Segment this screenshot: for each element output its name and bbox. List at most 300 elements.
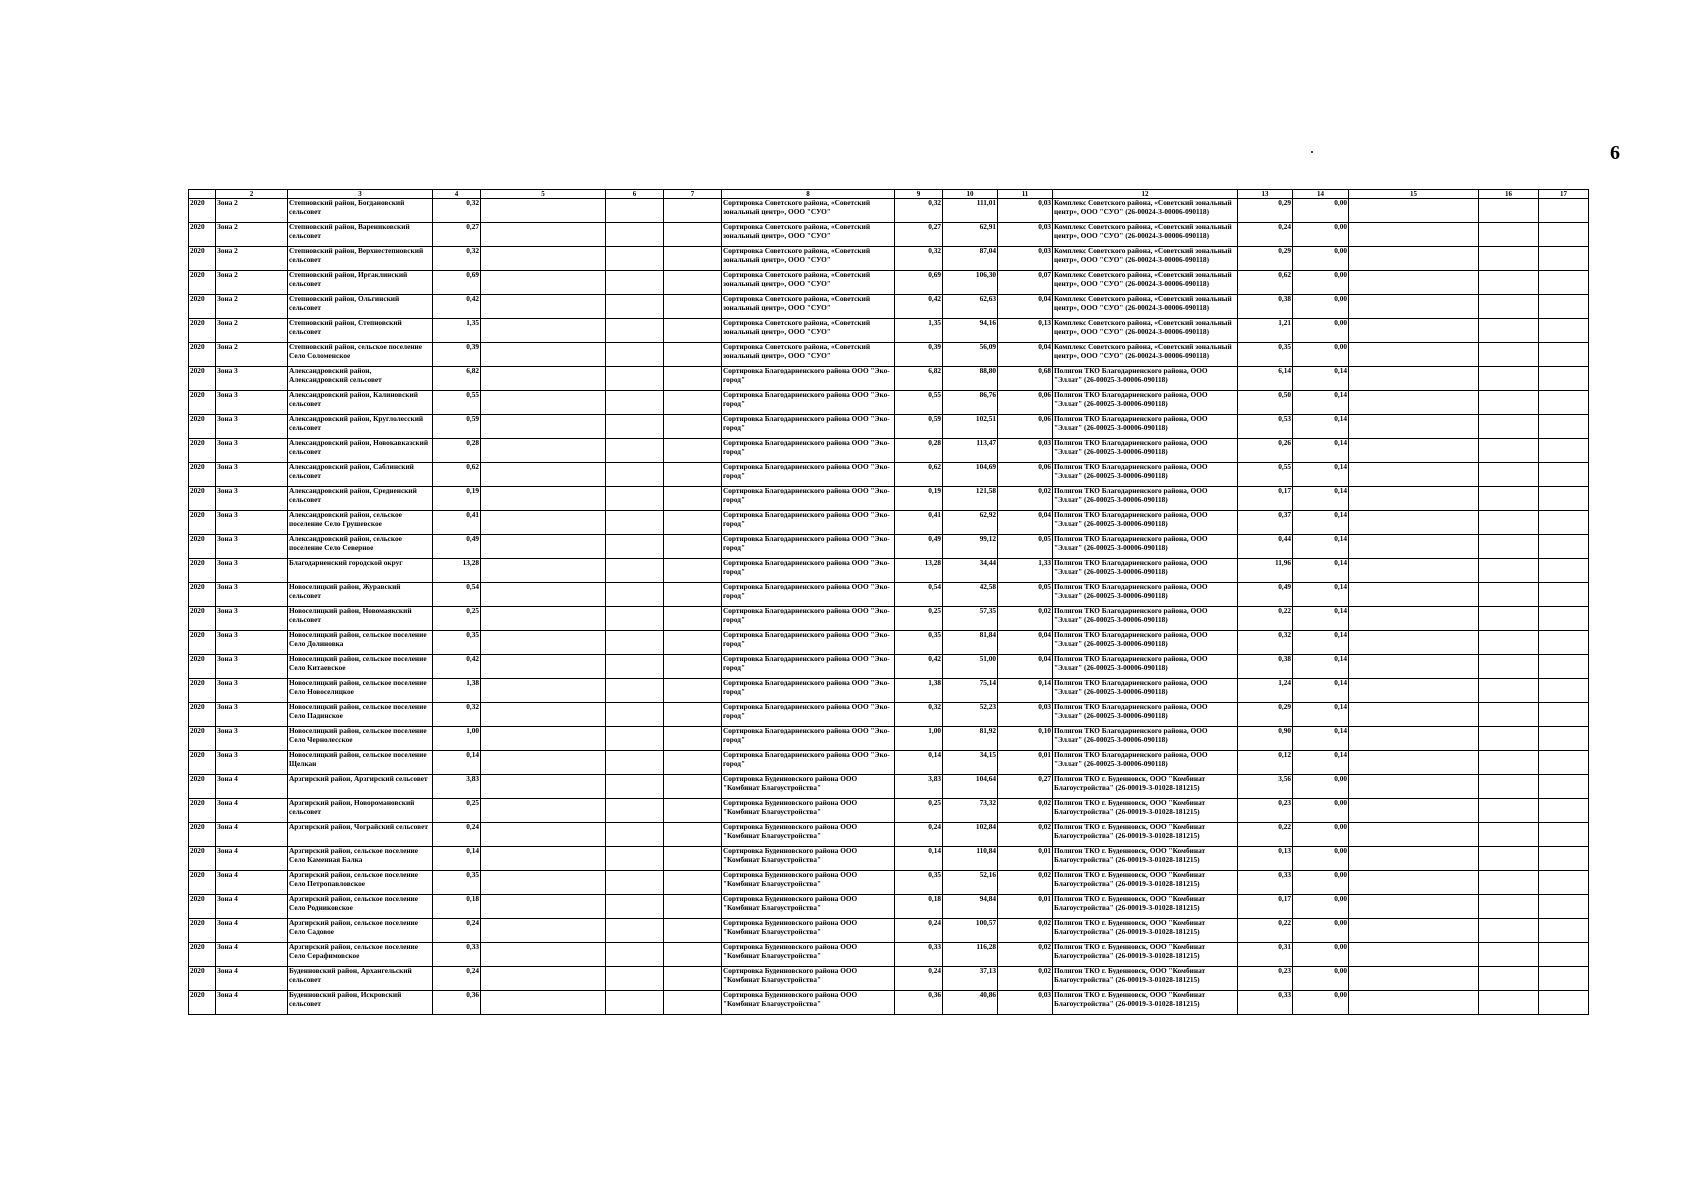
table-cell: 99,12: [943, 535, 998, 559]
table-cell: 0,33: [1238, 991, 1293, 1015]
table-cell: Полигон ТКО Благодарненского района, ООО "Эллат" (26-00025-З-00006-090118): [1053, 583, 1238, 607]
table-cell: 0,01: [998, 847, 1053, 871]
table-cell: 2020: [189, 703, 216, 727]
table-cell: 0,14: [1293, 535, 1349, 559]
table-cell: 0,35: [895, 871, 943, 895]
table-cell: [664, 823, 722, 847]
table-cell: [1539, 463, 1589, 487]
table-cell: 0,53: [1238, 415, 1293, 439]
table-cell: [481, 895, 606, 919]
table-cell: [481, 823, 606, 847]
table-row: [189, 343, 1589, 367]
table-cell: [1349, 679, 1479, 703]
table-cell: [481, 223, 606, 247]
table-cell: Сортировка Буденновского района ООО "Комбинат Благоустройства": [722, 943, 895, 967]
table-cell: 2020: [189, 895, 216, 919]
table-cell: Александровский район, сельское поселение Село Северное: [288, 535, 433, 559]
table-cell: [1539, 823, 1589, 847]
table-cell: Александровский район, Калиновский сельсовет: [288, 391, 433, 415]
table-cell: [606, 391, 664, 415]
table-cell: [481, 991, 606, 1015]
table-cell: [606, 871, 664, 895]
table-cell: [1479, 559, 1539, 583]
table-cell: 81,84: [943, 631, 998, 655]
table-cell: [606, 751, 664, 775]
table-row: [189, 799, 1589, 823]
table-cell: 0,42: [433, 655, 481, 679]
table-cell: Полигон ТКО г. Буденновск, ООО "Комбинат Благоустройства" (26-00019-З-01028-181215): [1053, 895, 1238, 919]
table-cell: Сортировка Советского района, «Советский зональный центр», ООО "СУО": [722, 223, 895, 247]
table-cell: 0,69: [895, 271, 943, 295]
table-cell: [1479, 943, 1539, 967]
table-cell: [1479, 631, 1539, 655]
table-cell: [664, 367, 722, 391]
table-cell: Зона 3: [216, 655, 288, 679]
table-cell: Комплекс Советского района, «Советский зональный центр», ООО "СУО" (26-00024-З-00006-090118): [1053, 319, 1238, 343]
table-cell: 1,00: [895, 727, 943, 751]
table-cell: 0,33: [433, 943, 481, 967]
table-cell: 57,35: [943, 607, 998, 631]
table-cell: 0,00: [1293, 247, 1349, 271]
table-cell: 0,36: [895, 991, 943, 1015]
table-row: [189, 919, 1589, 943]
table-cell: 3,83: [895, 775, 943, 799]
table-cell: [664, 199, 722, 223]
table-cell: 2020: [189, 799, 216, 823]
table-cell: 0,14: [1293, 559, 1349, 583]
table-cell: 2020: [189, 319, 216, 343]
table-cell: Зона 3: [216, 439, 288, 463]
table-cell: Сортировка Благодарненского района ООО "Эко-город": [722, 655, 895, 679]
table-cell: Арзгирский район, сельское поселение Село Родниковское: [288, 895, 433, 919]
table-cell: 0,32: [433, 247, 481, 271]
table-cell: 51,00: [943, 655, 998, 679]
table-cell: 0,32: [895, 199, 943, 223]
table-cell: 0,14: [1293, 583, 1349, 607]
table-cell: [1349, 511, 1479, 535]
table-cell: [1539, 439, 1589, 463]
table-cell: [481, 247, 606, 271]
table-cell: Полигон ТКО г. Буденновск, ООО "Комбинат Благоустройства" (26-00019-З-01028-181215): [1053, 775, 1238, 799]
table-cell: Зона 2: [216, 199, 288, 223]
table-cell: [1539, 271, 1589, 295]
table-cell: Сортировка Советского района, «Советский зональный центр», ООО "СУО": [722, 247, 895, 271]
table-cell: 0,00: [1293, 799, 1349, 823]
table-cell: [481, 847, 606, 871]
table-cell: Зона 2: [216, 271, 288, 295]
table-cell: 0,24: [433, 823, 481, 847]
table-cell: 0,59: [895, 415, 943, 439]
table-cell: [1539, 319, 1589, 343]
table-cell: [481, 967, 606, 991]
table-cell: [664, 607, 722, 631]
table-cell: [1479, 391, 1539, 415]
table-cell: 0,36: [433, 991, 481, 1015]
table-cell: Александровский район, Средненский сельсовет: [288, 487, 433, 511]
table-cell: [1479, 199, 1539, 223]
table-cell: 0,25: [895, 607, 943, 631]
table-cell: [1479, 439, 1539, 463]
table-cell: 11,96: [1238, 559, 1293, 583]
table-cell: [1539, 391, 1589, 415]
table-cell: [1349, 847, 1479, 871]
table-cell: 62,63: [943, 295, 998, 319]
table-cell: Зона 3: [216, 727, 288, 751]
table-cell: 0,00: [1293, 223, 1349, 247]
table-cell: [606, 679, 664, 703]
table-cell: [1479, 583, 1539, 607]
table-row: [189, 895, 1589, 919]
table-row: [189, 223, 1589, 247]
table-cell: Сортировка Благодарненского района ООО "Эко-город": [722, 631, 895, 655]
table-cell: 0,25: [895, 799, 943, 823]
table-row: [189, 871, 1589, 895]
table-cell: [664, 535, 722, 559]
table-cell: [1539, 943, 1589, 967]
table-row: [189, 319, 1589, 343]
table-cell: 0,32: [895, 247, 943, 271]
table-cell: 2020: [189, 991, 216, 1015]
table-row: [189, 823, 1589, 847]
table-row: [189, 967, 1589, 991]
table-cell: Полигон ТКО Благодарненского района, ООО "Эллат" (26-00025-З-00006-090118): [1053, 415, 1238, 439]
table-cell: Сортировка Благодарненского района ООО "Эко-город": [722, 367, 895, 391]
table-cell: 0,24: [895, 823, 943, 847]
table-cell: 0,14: [1293, 703, 1349, 727]
table-cell: 0,54: [433, 583, 481, 607]
table-cell: [606, 223, 664, 247]
table-cell: 0,25: [433, 607, 481, 631]
table-cell: 0,42: [895, 295, 943, 319]
table-cell: [481, 367, 606, 391]
table-cell: [606, 295, 664, 319]
table-cell: Новоселицкий район, Журавский сельсовет: [288, 583, 433, 607]
table-cell: Зона 3: [216, 631, 288, 655]
table-cell: 0,35: [1238, 343, 1293, 367]
table-cell: [1349, 343, 1479, 367]
table-cell: [481, 559, 606, 583]
table-cell: [606, 247, 664, 271]
table-cell: [481, 871, 606, 895]
table-cell: [1539, 199, 1589, 223]
table-cell: [664, 247, 722, 271]
table-cell: 6,14: [1238, 367, 1293, 391]
table-cell: 2020: [189, 367, 216, 391]
table-cell: Полигон ТКО г. Буденновск, ООО "Комбинат Благоустройства" (26-00019-З-01028-181215): [1053, 799, 1238, 823]
table-cell: Зона 4: [216, 775, 288, 799]
table-cell: [1479, 967, 1539, 991]
table-cell: [1349, 559, 1479, 583]
table-cell: 0,03: [998, 247, 1053, 271]
table-cell: [1349, 607, 1479, 631]
table-cell: 116,28: [943, 943, 998, 967]
table-row: [189, 559, 1589, 583]
table-cell: [606, 895, 664, 919]
table-cell: 0,13: [998, 319, 1053, 343]
table-cell: 1,38: [433, 679, 481, 703]
table-cell: [664, 295, 722, 319]
table-cell: Зона 4: [216, 847, 288, 871]
table-cell: [1349, 799, 1479, 823]
table-cell: [1479, 751, 1539, 775]
table-cell: 75,14: [943, 679, 998, 703]
table-cell: Зона 3: [216, 391, 288, 415]
table-cell: Полигон ТКО г. Буденновск, ООО "Комбинат Благоустройства" (26-00019-З-01028-181215): [1053, 919, 1238, 943]
table-cell: [1479, 607, 1539, 631]
table-cell: Зона 4: [216, 967, 288, 991]
table-cell: [664, 583, 722, 607]
table-cell: Арзгирский район, Новоромановский сельсовет: [288, 799, 433, 823]
table-row: [189, 607, 1589, 631]
table-cell: Зона 3: [216, 487, 288, 511]
column-number-14: 14: [1293, 190, 1349, 199]
table-cell: 0,00: [1293, 847, 1349, 871]
table-cell: 0,02: [998, 943, 1053, 967]
table-cell: 0,14: [1293, 727, 1349, 751]
column-number-2: 2: [216, 190, 288, 199]
table-cell: [1479, 223, 1539, 247]
table-cell: 0,39: [433, 343, 481, 367]
table-cell: 0,90: [1238, 727, 1293, 751]
table-cell: 2020: [189, 271, 216, 295]
table-cell: [481, 487, 606, 511]
table-cell: Зона 2: [216, 247, 288, 271]
column-number-13: 13: [1238, 190, 1293, 199]
table-row: [189, 199, 1589, 223]
table-cell: Сортировка Благодарненского района ООО "Эко-город": [722, 727, 895, 751]
table-cell: 13,28: [433, 559, 481, 583]
table-cell: 2020: [189, 559, 216, 583]
table-cell: 0,23: [1238, 799, 1293, 823]
table-cell: 2020: [189, 391, 216, 415]
table-cell: Степновский район, Иргаклинский сельсовет: [288, 271, 433, 295]
table-cell: Буденновский район, Искровский сельсовет: [288, 991, 433, 1015]
table-cell: [1539, 727, 1589, 751]
table-cell: 0,14: [1293, 655, 1349, 679]
table-cell: 87,04: [943, 247, 998, 271]
table-cell: 0,00: [1293, 919, 1349, 943]
table-cell: 0,42: [433, 295, 481, 319]
table-row: [189, 847, 1589, 871]
table-row: [189, 655, 1589, 679]
table-cell: Сортировка Благодарненского района ООО "Эко-город": [722, 439, 895, 463]
table-cell: Зона 3: [216, 679, 288, 703]
table-cell: Полигон ТКО г. Буденновск, ООО "Комбинат Благоустройства" (26-00019-З-01028-181215): [1053, 943, 1238, 967]
table-cell: 0,55: [895, 391, 943, 415]
table-cell: 0,32: [1238, 631, 1293, 655]
table-cell: Сортировка Благодарненского района ООО "Эко-город": [722, 415, 895, 439]
table-cell: [1349, 223, 1479, 247]
table-cell: Арзгирский район, сельское поселение Село Серафимовское: [288, 943, 433, 967]
column-number-6: 6: [606, 190, 664, 199]
table-cell: Зона 3: [216, 703, 288, 727]
table-cell: [664, 943, 722, 967]
table-cell: 0,14: [1293, 367, 1349, 391]
table-cell: [481, 775, 606, 799]
table-cell: 0,37: [1238, 511, 1293, 535]
table-cell: 0,22: [1238, 919, 1293, 943]
table-cell: 2020: [189, 751, 216, 775]
table-header: [189, 190, 1589, 199]
table-cell: Сортировка Советского района, «Советский зональный центр», ООО "СУО": [722, 319, 895, 343]
table-cell: [606, 727, 664, 751]
table-cell: 56,09: [943, 343, 998, 367]
table-cell: Арзгирский район, сельское поселение Село Садовое: [288, 919, 433, 943]
table-cell: [606, 703, 664, 727]
table-cell: 0,03: [998, 703, 1053, 727]
table-cell: 0,13: [1238, 847, 1293, 871]
table-cell: 0,35: [433, 871, 481, 895]
table-cell: 0,07: [998, 271, 1053, 295]
table-cell: Новоселицкий район, сельское поселение Село Падинское: [288, 703, 433, 727]
table-cell: [606, 367, 664, 391]
table-cell: 2020: [189, 919, 216, 943]
table-cell: [1539, 367, 1589, 391]
table-cell: [1539, 967, 1589, 991]
table-cell: 13,28: [895, 559, 943, 583]
table-cell: Полигон ТКО Благодарненского района, ООО "Эллат" (26-00025-З-00006-090118): [1053, 751, 1238, 775]
table-cell: [664, 871, 722, 895]
table-cell: [606, 511, 664, 535]
column-number-7: 7: [664, 190, 722, 199]
table-cell: 0,25: [433, 799, 481, 823]
table-cell: Полигон ТКО Благодарненского района, ООО "Эллат" (26-00025-З-00006-090118): [1053, 439, 1238, 463]
table-cell: [481, 511, 606, 535]
table-cell: 0,38: [1238, 295, 1293, 319]
table-cell: 0,00: [1293, 319, 1349, 343]
table-cell: [606, 919, 664, 943]
table-cell: Сортировка Советского района, «Советский зональный центр», ООО "СУО": [722, 199, 895, 223]
table-cell: Комплекс Советского района, «Советский зональный центр», ООО "СУО" (26-00024-З-00006-090118): [1053, 343, 1238, 367]
table-cell: 104,69: [943, 463, 998, 487]
scan-speck: [1311, 151, 1313, 153]
table-cell: [1349, 463, 1479, 487]
table-cell: Новоселицкий район, сельское поселение Село Долиновка: [288, 631, 433, 655]
table-cell: Зона 3: [216, 511, 288, 535]
table-row: [189, 511, 1589, 535]
table-cell: [664, 751, 722, 775]
table-cell: 2020: [189, 583, 216, 607]
table-cell: [1479, 487, 1539, 511]
table-cell: 0,14: [433, 751, 481, 775]
table-cell: Полигон ТКО Благодарненского района, ООО "Эллат" (26-00025-З-00006-090118): [1053, 631, 1238, 655]
table-cell: [664, 799, 722, 823]
table-cell: 0,35: [895, 631, 943, 655]
table-cell: [1539, 343, 1589, 367]
table-cell: [481, 463, 606, 487]
table-cell: [606, 967, 664, 991]
table-cell: 111,01: [943, 199, 998, 223]
table-cell: [664, 271, 722, 295]
table-row: [189, 583, 1589, 607]
table-cell: [1349, 967, 1479, 991]
table-cell: Новоселицкий район, сельское поселение Село Новоселицкое: [288, 679, 433, 703]
table-cell: 0,49: [895, 535, 943, 559]
table-cell: [1349, 751, 1479, 775]
table-cell: 0,00: [1293, 199, 1349, 223]
table-cell: [481, 751, 606, 775]
table-cell: 0,05: [998, 535, 1053, 559]
table-cell: 73,32: [943, 799, 998, 823]
table-cell: Арзгирский район, Чограйский сельсовет: [288, 823, 433, 847]
table-cell: 2020: [189, 439, 216, 463]
table-cell: 0,23: [1238, 967, 1293, 991]
table-cell: 0,27: [433, 223, 481, 247]
column-number-9: 9: [895, 190, 943, 199]
table-cell: Буденновский район, Архангельский сельсовет: [288, 967, 433, 991]
table-cell: 0,44: [1238, 535, 1293, 559]
table-cell: Зона 3: [216, 367, 288, 391]
table-cell: [1479, 775, 1539, 799]
table-cell: 0,19: [895, 487, 943, 511]
table-cell: 121,58: [943, 487, 998, 511]
table-cell: 52,16: [943, 871, 998, 895]
table-row: [189, 391, 1589, 415]
table-cell: [664, 703, 722, 727]
table-cell: 0,38: [1238, 655, 1293, 679]
table-cell: [1539, 799, 1589, 823]
table-cell: [1349, 487, 1479, 511]
table-cell: Комплекс Советского района, «Советский зональный центр», ООО "СУО" (26-00024-З-00006-090118): [1053, 271, 1238, 295]
table-cell: 0,28: [895, 439, 943, 463]
table-cell: [1479, 871, 1539, 895]
table-cell: 0,42: [895, 655, 943, 679]
table-cell: [1349, 895, 1479, 919]
table-cell: [1349, 727, 1479, 751]
table-cell: Сортировка Благодарненского района ООО "Эко-город": [722, 559, 895, 583]
table-cell: 2020: [189, 631, 216, 655]
table-cell: Сортировка Советского района, «Советский зональный центр», ООО "СУО": [722, 343, 895, 367]
table-cell: 0,55: [433, 391, 481, 415]
table-cell: 0,22: [1238, 823, 1293, 847]
table-cell: [606, 583, 664, 607]
table-cell: 3,83: [433, 775, 481, 799]
table-row: [189, 631, 1589, 655]
table-cell: [1479, 823, 1539, 847]
table-cell: 1,33: [998, 559, 1053, 583]
table-cell: 86,76: [943, 391, 998, 415]
table-cell: Благодарненский городской округ: [288, 559, 433, 583]
table-cell: Сортировка Благодарненского района ООО "Эко-город": [722, 679, 895, 703]
table-cell: [606, 319, 664, 343]
table-cell: Александровский район, Круглолесский сельсовет: [288, 415, 433, 439]
table-row: [189, 295, 1589, 319]
table-cell: 2020: [189, 511, 216, 535]
table-cell: Александровский район, сельское поселение Село Грушевское: [288, 511, 433, 535]
table-cell: Зона 2: [216, 295, 288, 319]
table-cell: Зона 2: [216, 223, 288, 247]
table-row: [189, 487, 1589, 511]
table-cell: Полигон ТКО г. Буденновск, ООО "Комбинат Благоустройства" (26-00019-З-01028-181215): [1053, 847, 1238, 871]
table-cell: [664, 991, 722, 1015]
table-cell: Полигон ТКО г. Буденновск, ООО "Комбинат Благоустройства" (26-00019-З-01028-181215): [1053, 823, 1238, 847]
table-cell: 62,92: [943, 511, 998, 535]
table-cell: Сортировка Благодарненского района ООО "Эко-город": [722, 511, 895, 535]
table-cell: [664, 967, 722, 991]
table-cell: 34,44: [943, 559, 998, 583]
table-cell: [1479, 679, 1539, 703]
table-cell: 0,06: [998, 415, 1053, 439]
table-cell: 0,24: [895, 967, 943, 991]
table-body: [189, 199, 1589, 1015]
table-cell: [481, 583, 606, 607]
table-cell: 2020: [189, 823, 216, 847]
page-number: 6: [1610, 142, 1620, 164]
table-cell: [1479, 919, 1539, 943]
table-cell: [1349, 655, 1479, 679]
table-cell: Полигон ТКО г. Буденновск, ООО "Комбинат Благоустройства" (26-00019-З-01028-181215): [1053, 871, 1238, 895]
table-cell: 110,84: [943, 847, 998, 871]
